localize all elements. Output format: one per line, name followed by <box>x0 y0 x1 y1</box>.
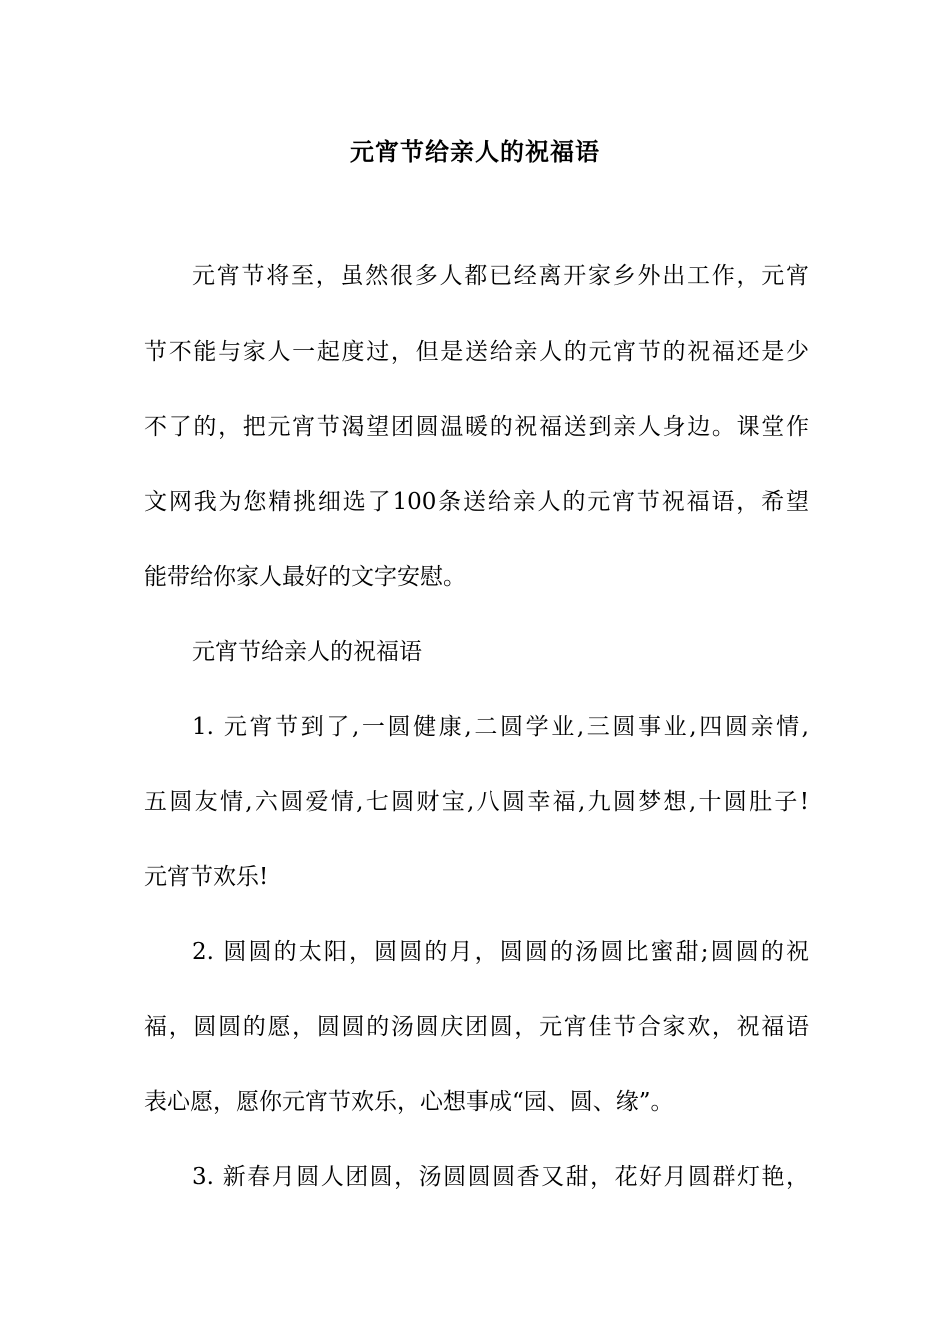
intro-line-5: 能带给你家人最好的文字安慰。 <box>144 564 466 590</box>
item-2-line-2: 福，圆圆的愿，圆圆的汤圆庆团圆，元宵佳节合家欢，祝福语 <box>144 1014 809 1040</box>
item-1-line-2: 五圆友情,六圆爱情,七圆财宝,八圆幸福,九圆梦想,十圆肚子! <box>144 789 809 815</box>
intro-line-3: 不了的，把元宵节渴望团圆温暖的祝福送到亲人身边。课堂作 <box>144 414 809 440</box>
item-2-line-3: 表心愿，愿你元宵节欢乐，心想事成“园、圆、缘”。 <box>144 1089 674 1115</box>
intro-line-1: 元宵节将至，虽然很多人都已经离开家乡外出工作，元宵 <box>192 263 809 289</box>
item-1-line-3: 元宵节欢乐! <box>144 864 269 890</box>
intro-line-2: 节不能与家人一起度过，但是送给亲人的元宵节的祝福还是少 <box>144 339 809 365</box>
item-3-line-1: 3. 新春月圆人团圆，汤圆圆圆香又甜，花好月圆群灯艳， <box>192 1164 809 1190</box>
item-2-line-1: 2. 圆圆的太阳，圆圆的月，圆圆的汤圆比蜜甜;圆圆的祝 <box>192 939 809 965</box>
item-1-line-1: 1. 元宵节到了,一圆健康,二圆学业,三圆事业,四圆亲情, <box>192 714 809 740</box>
document-title: 元宵节给亲人的祝福语 <box>350 138 600 166</box>
intro-line-4: 文网我为您精挑细选了100条送给亲人的元宵节祝福语，希望 <box>144 489 809 515</box>
section-heading: 元宵节给亲人的祝福语 <box>192 639 422 665</box>
